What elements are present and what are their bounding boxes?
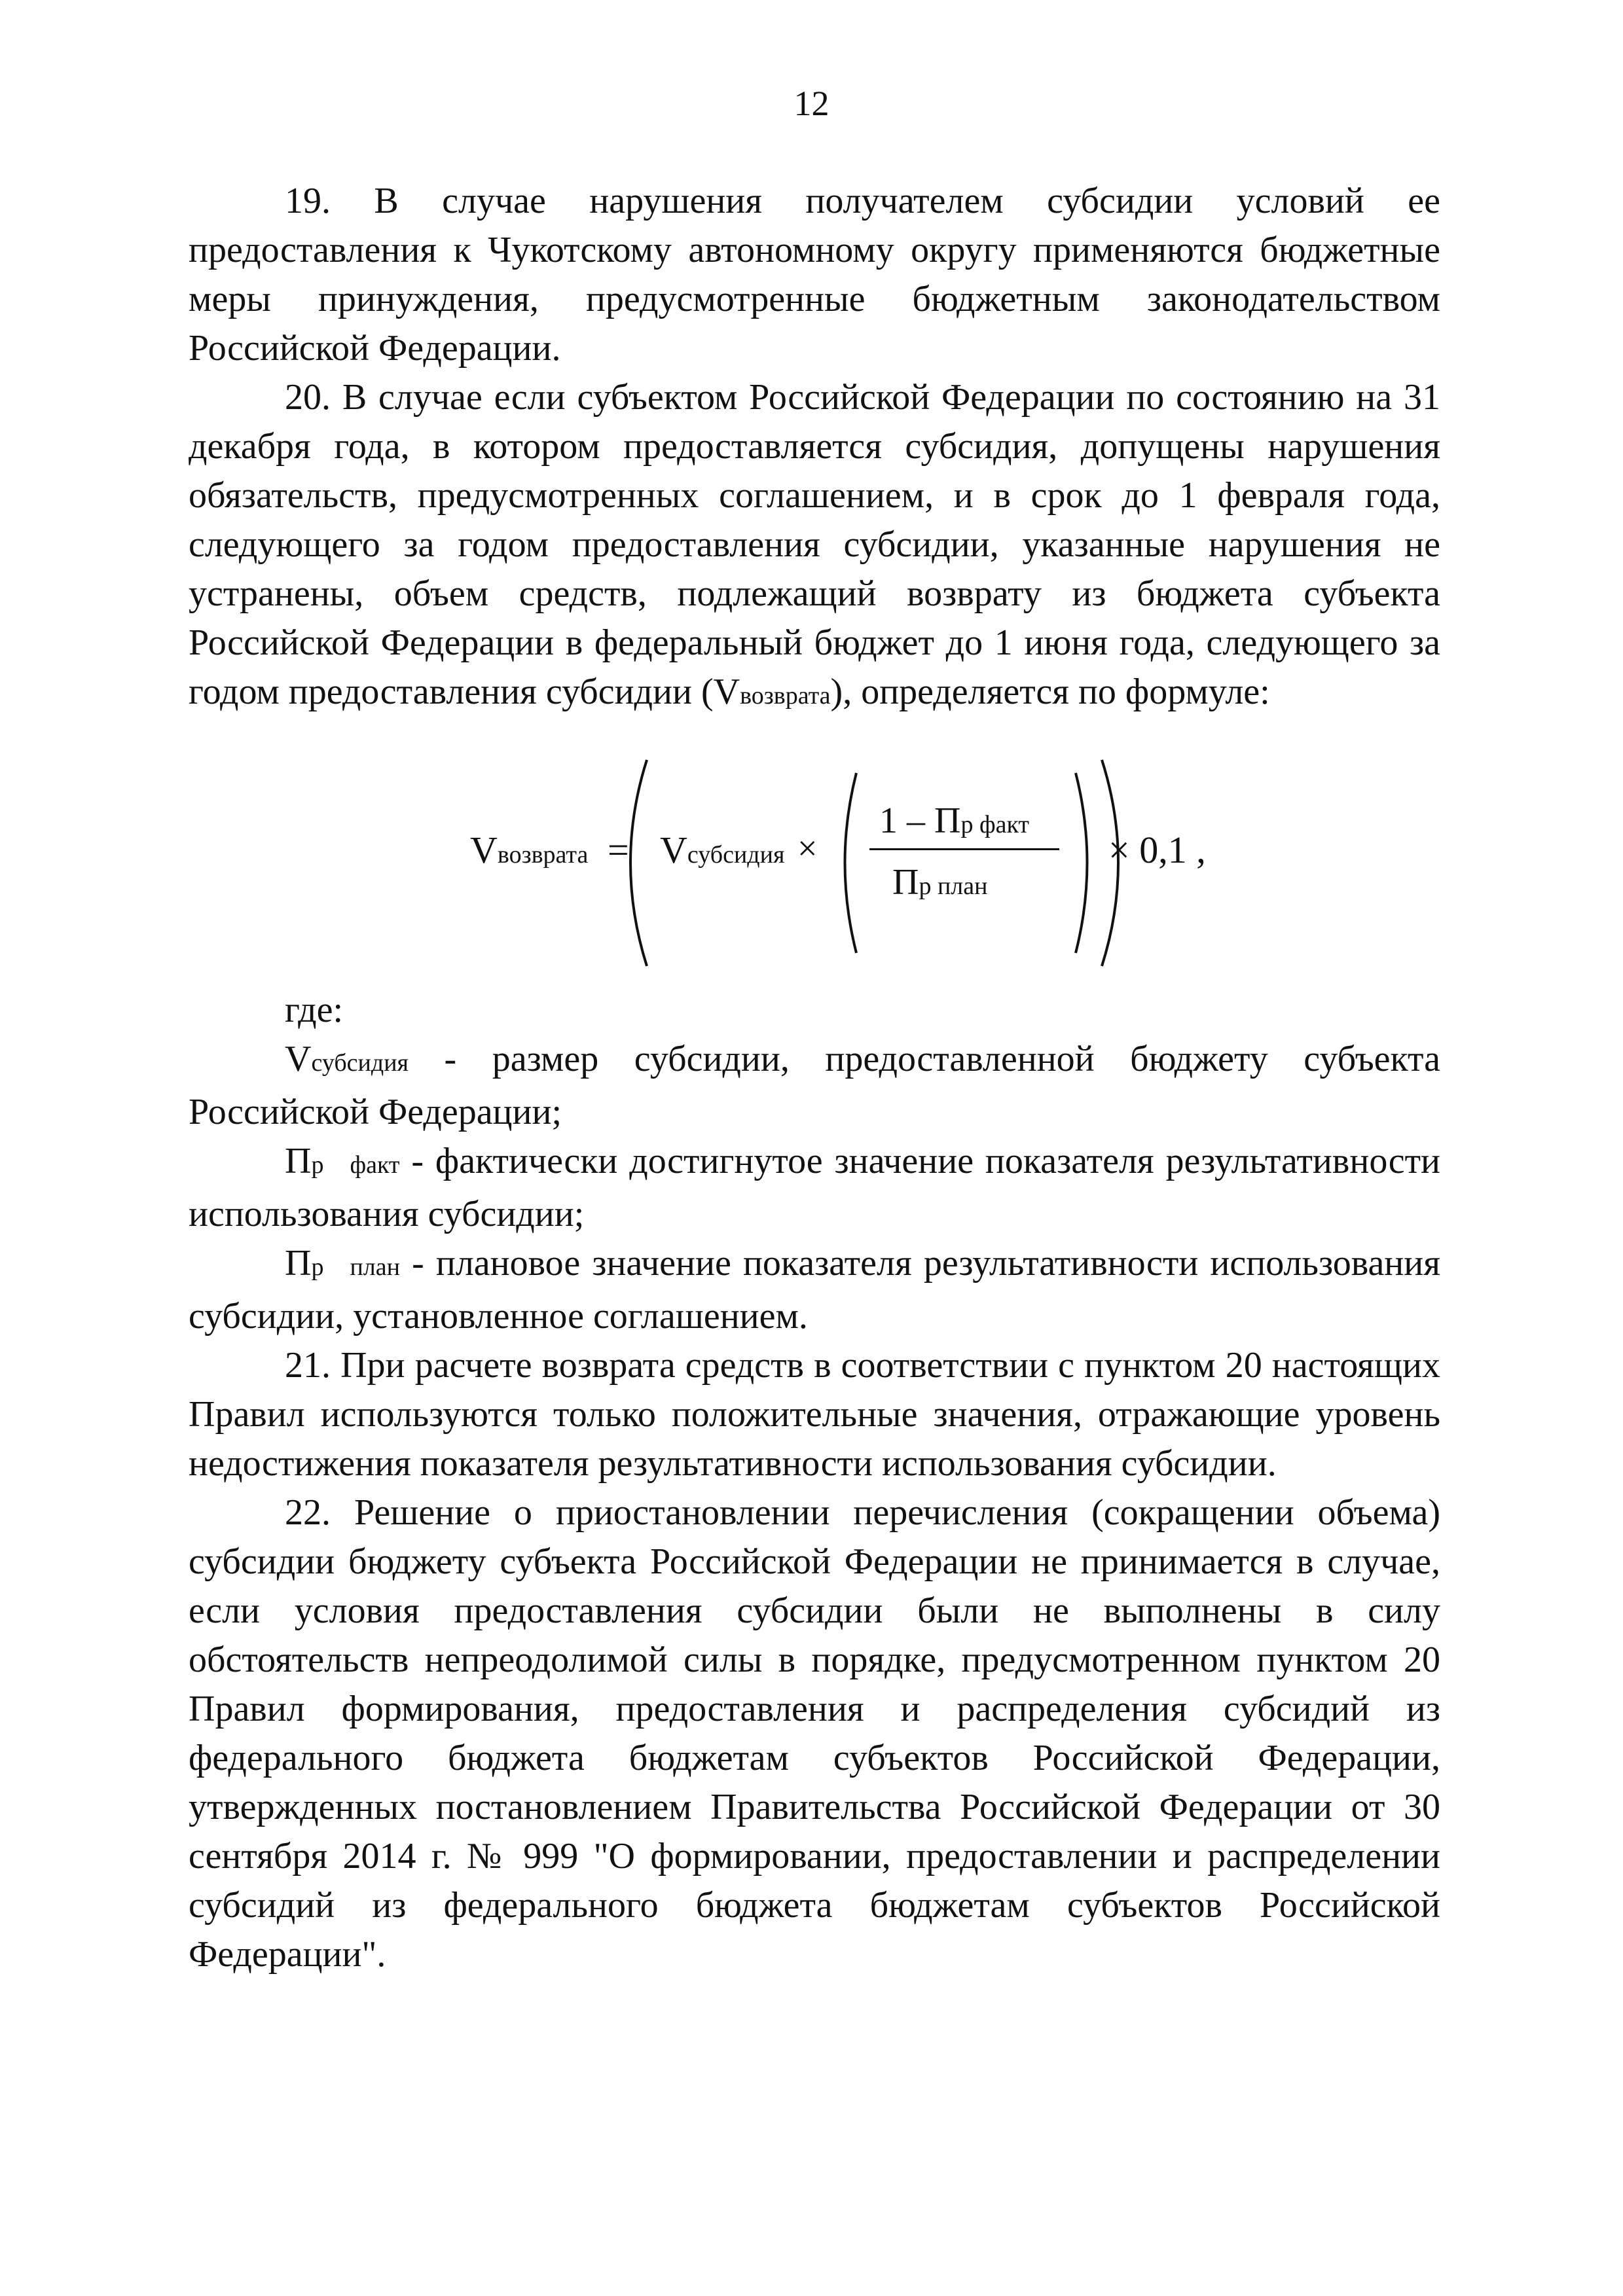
paragraph-20-subscript: возврата <box>740 682 831 709</box>
document-body <box>189 177 1440 1979</box>
formula-lhs: Vвозврата <box>470 829 589 871</box>
formula-subsidy: Vсубсидия <box>660 829 785 871</box>
formula-tail: × 0,1 , <box>1108 829 1206 871</box>
paragraph-20 <box>189 373 1440 721</box>
paragraph-20-close: ), <box>830 672 852 712</box>
return-formula <box>189 740 1440 986</box>
definition-fact: Пр факт - фактически достигнутое значение показателя результативности использования субсидии; <box>189 1141 1441 1234</box>
formula-numerator: 1 – Пр факт <box>879 800 1030 841</box>
formula-fraction-bar <box>869 848 1059 850</box>
paragraph-20-tail: определяется по формуле: <box>861 672 1270 712</box>
where-label: где: <box>285 990 344 1030</box>
page-number: 12 <box>793 84 830 123</box>
paragraph-20-text: 20. В случае если субъектом Российской Федерации по состоянию на 31 декабря года, в котором предоставляется субсидия, допущены нарушения обязательств, предусмотренных соглашением, и в срок до 1 февраля года, следующего за годом предоставления субсидии, указанные нарушения не устранены, объем средств, подлежащий возврату из бюджета субъекта Российской Федерации в федеральный бюджет до 1 июня года, следующего за годом предоставления субсидии (V <box>189 377 1440 712</box>
paragraph-22: 22. Решение о приостановлении перечисления (сокращении объема) субсидии бюджету субъекта Российской Федерации не принимается в случае, если условия предоставления субсидии были не выполнены в силу обстоятельств непреодолимой силы в порядке, предусмотренном пунктом 20 Правил формирования, предоставления и распределения субсидий из федерального бюджета бюджетам субъектов Российской Федерации, утвержденных постановлением Правительства Российской Федерации от 30 сентября 2014 г. № 999 "О формировании, предоставлении и распределении субсидий из федерального бюджета бюджетам субъектов Российской Федерации". <box>189 1492 1440 1975</box>
formula-equals: = <box>608 829 629 871</box>
definition-subsidy: Vсубсидия - размер субсидии, предоставленной бюджету субъекта Российской Федерации; <box>189 1039 1440 1132</box>
definition-plan: Пр план - плановое значение показателя результативности использования субсидии, установленное соглашением. <box>189 1243 1441 1336</box>
paragraph-19: 19. В случае нарушения получателем субсидии условий ее предоставления к Чукотскому автономному округу применяются бюджетные меры принуждения, предусмотренные бюджетным законодательством Российской Федерации. <box>189 181 1440 368</box>
formula-denominator: Пр план <box>892 862 988 903</box>
formula-times: × <box>797 829 818 868</box>
paragraph-21: 21. При расчете возврата средств в соответствии с пунктом 20 настоящих Правил используются только положительные значения, отражающие уровень недостижения показателя результативности использования субсидии. <box>189 1345 1440 1484</box>
